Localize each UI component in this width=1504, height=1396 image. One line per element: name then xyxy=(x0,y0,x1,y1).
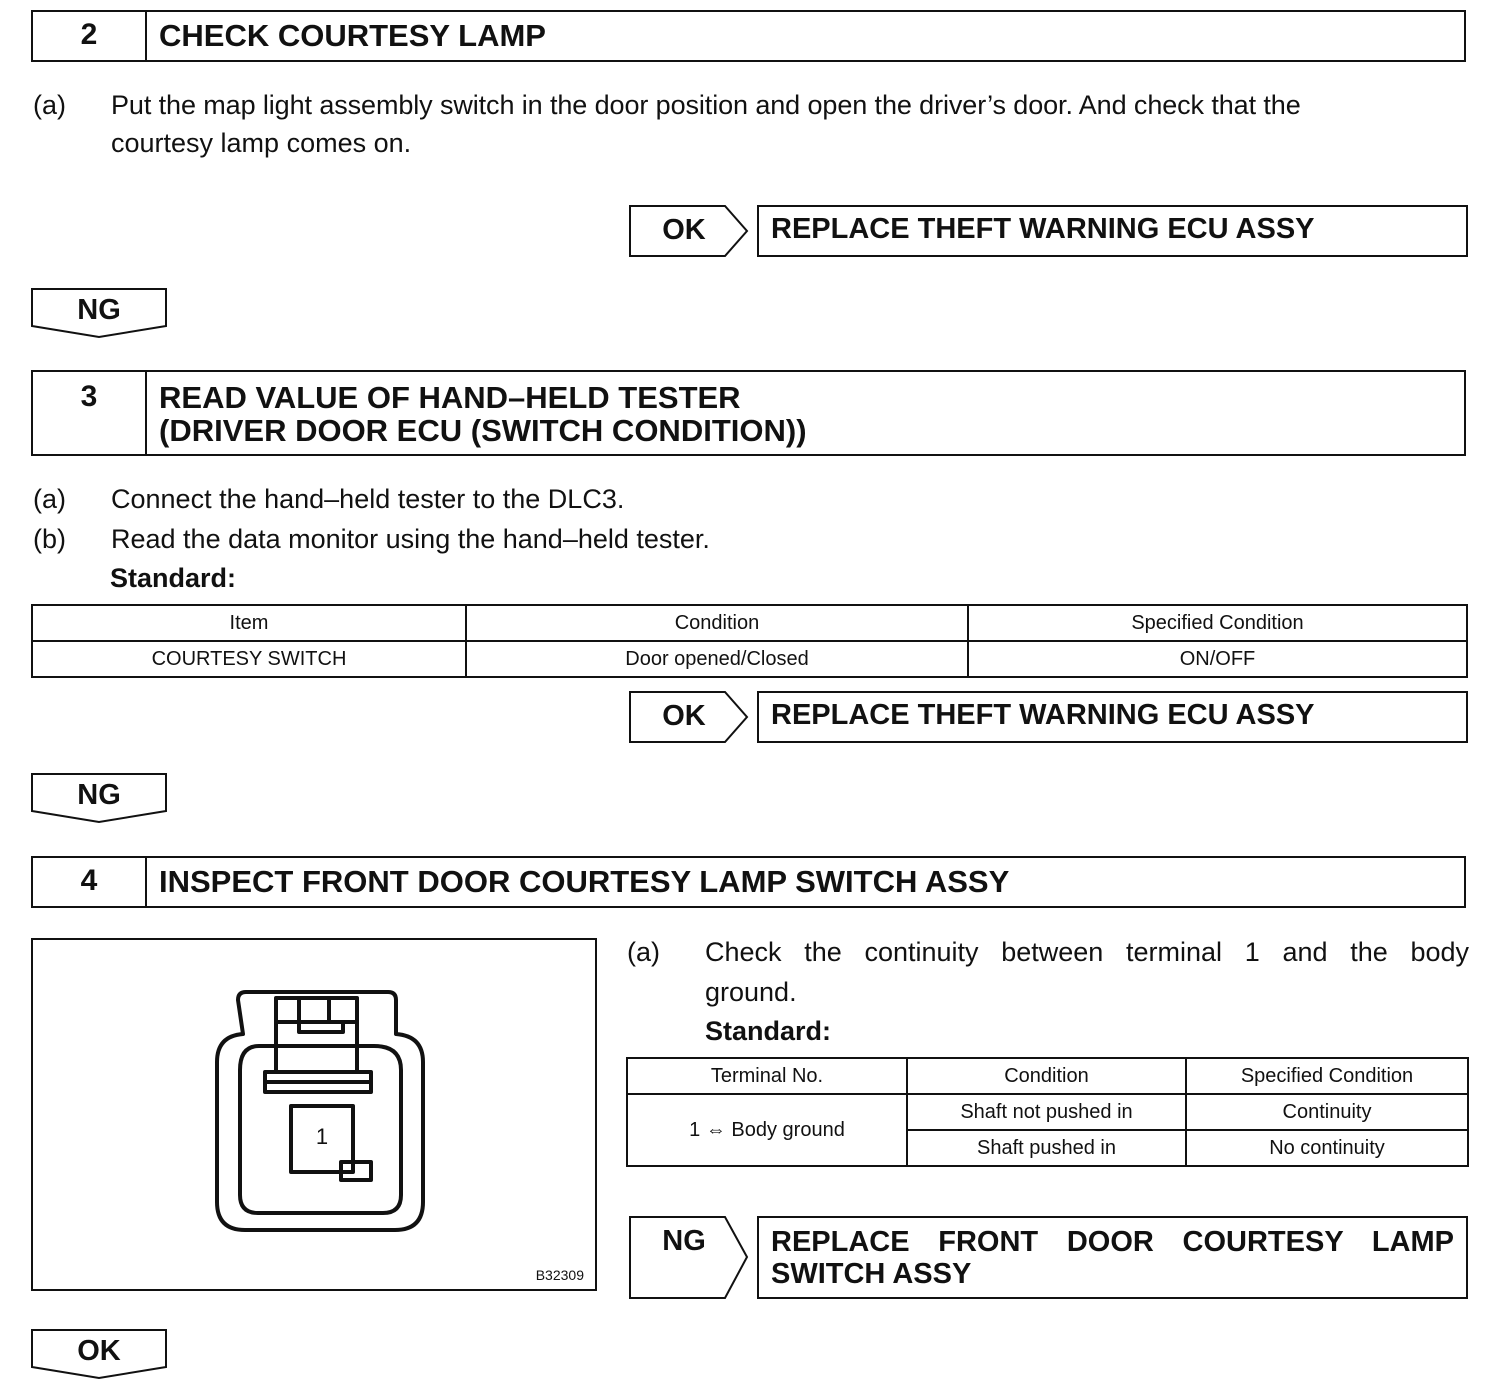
step-4-standard-table xyxy=(626,1057,1469,1167)
terminal-number-label: 1 xyxy=(315,1124,329,1149)
instruction-line: Put the map light assembly switch in the door position and open the driver’s door. And check that the xyxy=(111,90,1301,120)
step-4-header xyxy=(31,856,1466,908)
step-2-instruction-a xyxy=(33,86,1473,166)
step-3-instruction-a xyxy=(33,480,1033,518)
ok-label: OK xyxy=(662,214,706,246)
step-number: 3 xyxy=(33,372,147,454)
ng-label: NG xyxy=(662,1225,706,1257)
step-title-line: (DRIVER DOOR ECU (SWITCH CONDITION)) xyxy=(159,413,807,448)
ng-label: NG xyxy=(77,779,121,811)
table-cell: Shaft pushed in xyxy=(907,1130,1186,1166)
step-2-ok-result xyxy=(629,205,1468,257)
table-cell: Shaft not pushed in xyxy=(907,1094,1186,1130)
step-4-ok-tab xyxy=(31,1329,167,1381)
step-3-ng-tab xyxy=(31,773,167,825)
step-2-ng-tab xyxy=(31,288,167,340)
table-row xyxy=(32,641,1467,677)
ok-action-text: REPLACE THEFT WARNING ECU ASSY xyxy=(757,205,1468,257)
terminal-cell: 1 ⇔ Body ground xyxy=(627,1094,907,1166)
ok-label: OK xyxy=(662,700,706,732)
header-cell: Terminal No. xyxy=(627,1058,907,1094)
instruction-text: Read the data monitor using the hand–held tester. xyxy=(111,524,710,554)
instruction-line: courtesy lamp comes on. xyxy=(111,128,412,158)
ng-label: NG xyxy=(77,294,121,326)
step-number: 2 xyxy=(33,12,147,60)
header-cell: Item xyxy=(32,605,466,641)
standard-label: Standard: xyxy=(110,563,237,593)
step-3-header xyxy=(31,370,1466,456)
ng-action-box xyxy=(757,1216,1468,1299)
step-title: CHECK COURTESY LAMP xyxy=(159,18,546,53)
step-2-header xyxy=(31,10,1466,62)
step-4-ng-result xyxy=(629,1216,1468,1299)
item-label: (a) xyxy=(627,937,660,967)
figure-code: B32309 xyxy=(535,1267,584,1283)
step-3-ok-result xyxy=(629,691,1468,743)
header-cell: Condition xyxy=(907,1058,1186,1094)
item-label: (b) xyxy=(33,524,66,554)
ok-label: OK xyxy=(77,1335,121,1367)
item-label: (a) xyxy=(33,90,66,120)
ng-action-line: SWITCH ASSY xyxy=(771,1258,972,1290)
header-cell: Specified Condition xyxy=(968,605,1467,641)
step-title-line: READ VALUE OF HAND–HELD TESTER xyxy=(159,380,741,415)
step-number: 4 xyxy=(33,858,147,906)
table-cell: No continuity xyxy=(1186,1130,1468,1166)
instruction-line: Check the continuity between terminal 1 and the body xyxy=(705,937,1469,967)
step-title: INSPECT FRONT DOOR COURTESY LAMP SWITCH ASSY xyxy=(159,864,1010,899)
table-row xyxy=(627,1094,1468,1130)
item-label: (a) xyxy=(33,484,66,514)
instruction-text: Connect the hand–held tester to the DLC3. xyxy=(111,484,625,514)
table-cell: Door opened/Closed xyxy=(466,641,968,677)
header-cell: Condition xyxy=(466,605,968,641)
ng-action-line: REPLACE FRONT DOOR COURTESY LAMP xyxy=(771,1226,1454,1258)
step-3-instruction-b xyxy=(33,520,1033,558)
step-3-standard-table xyxy=(31,604,1468,678)
header-cell: Specified Condition xyxy=(1186,1058,1468,1094)
ok-action-text: REPLACE THEFT WARNING ECU ASSY xyxy=(757,691,1468,743)
instruction-line: ground. xyxy=(705,977,797,1007)
standard-label: Standard: xyxy=(705,1016,832,1046)
table-header-row xyxy=(32,605,1467,641)
table-cell: Continuity xyxy=(1186,1094,1468,1130)
connector-figure xyxy=(31,938,597,1291)
table-cell: ON/OFF xyxy=(968,641,1467,677)
step-4-instruction-a xyxy=(627,933,1469,1013)
table-header-row xyxy=(627,1058,1468,1094)
table-cell: COURTESY SWITCH xyxy=(32,641,466,677)
courtesy-switch-connector-diagram xyxy=(33,940,595,1289)
